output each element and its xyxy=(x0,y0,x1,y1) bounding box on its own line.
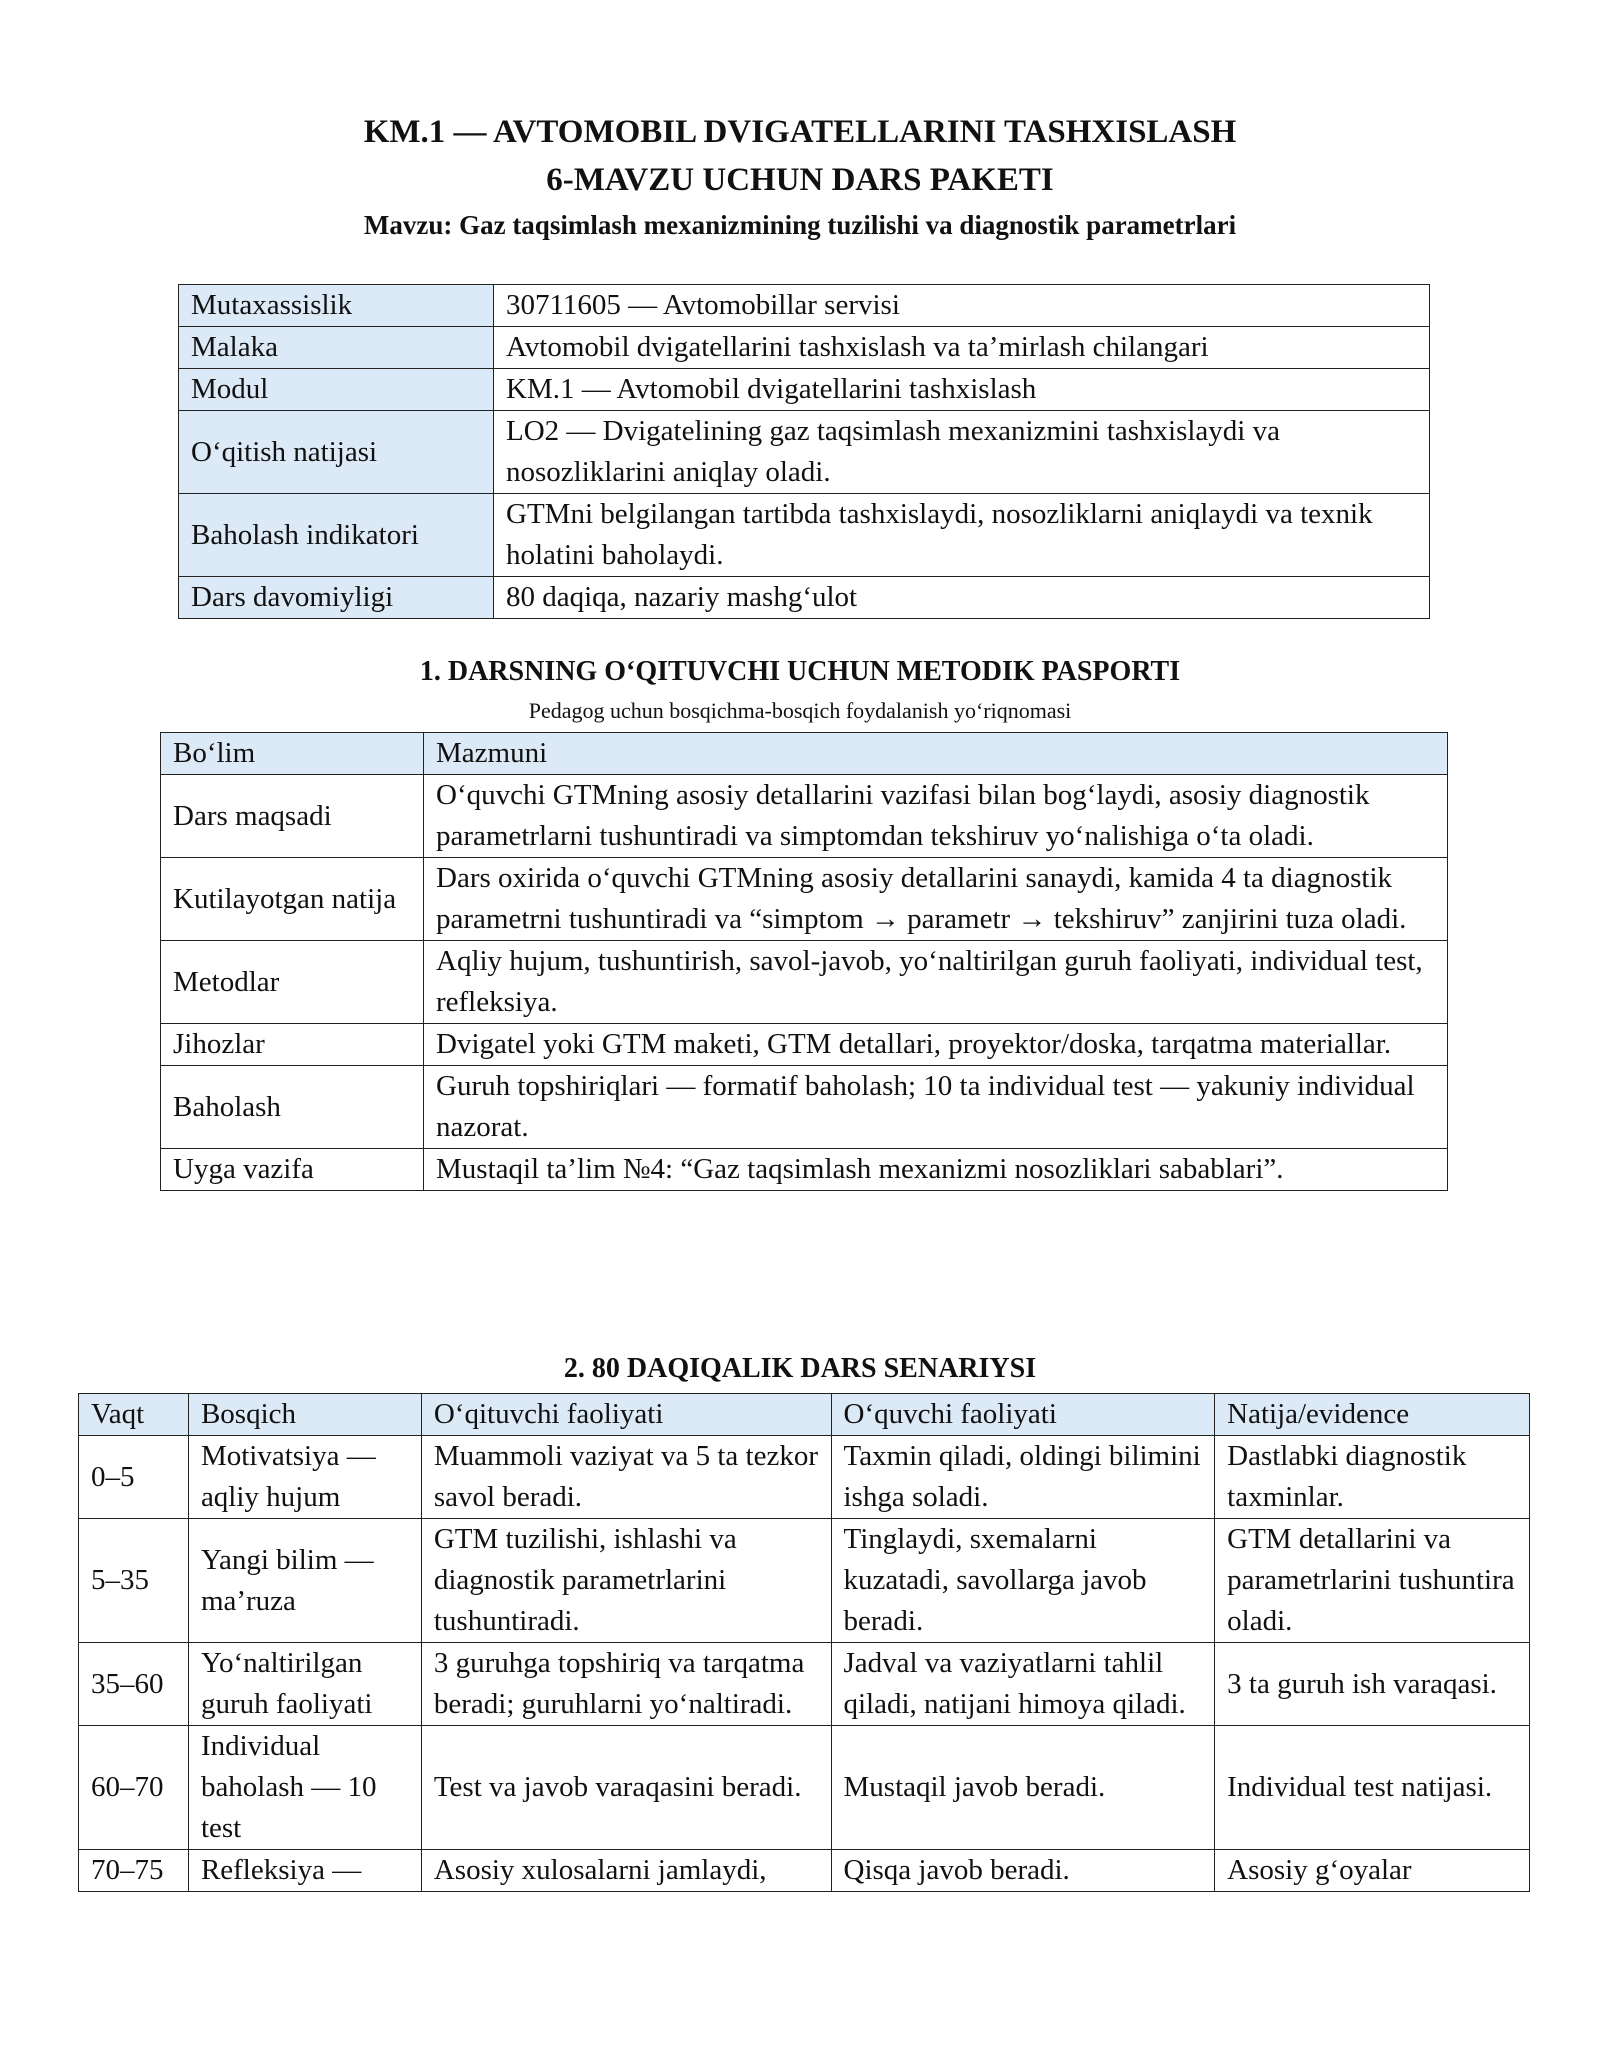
table-row xyxy=(161,775,1448,858)
table-row xyxy=(161,1149,1448,1191)
info-label: O‘qitish natijasi xyxy=(179,411,494,494)
passport-section: Uyga vazifa xyxy=(161,1149,424,1191)
cell-student: Qisqa javob beradi. xyxy=(831,1850,1215,1892)
passport-content: Dars oxirida o‘quvchi GTMning asosiy detallarini sanaydi, kamida 4 ta diagnostik parametrni tushuntiradi va “simptom → parametr → tekshiruv” zanjirini tuza oladi. xyxy=(424,858,1448,941)
column-header: Natija/evidence xyxy=(1215,1394,1530,1436)
cell-stage: Yo‘naltirilgan guruh faoliyati xyxy=(188,1643,421,1726)
table-header-row xyxy=(161,733,1448,775)
passport-section: Metodlar xyxy=(161,941,424,1024)
scenario-table xyxy=(78,1393,1530,1892)
info-value: 80 daqiqa, nazariy mashg‘ulot xyxy=(494,577,1430,619)
info-value: KM.1 — Avtomobil dvigatellarini tashxislash xyxy=(494,369,1430,411)
table-row xyxy=(179,411,1430,494)
table-row xyxy=(179,327,1430,369)
passport-table xyxy=(160,732,1448,1191)
column-header: Mazmuni xyxy=(424,733,1448,775)
info-label: Malaka xyxy=(179,327,494,369)
info-value: 30711605 — Avtomobillar servisi xyxy=(494,285,1430,327)
passport-content: Guruh topshiriqlari — formatif baholash; 10 ta individual test — yakuniy individual nazorat. xyxy=(424,1066,1448,1149)
cell-result: 3 ta guruh ish varaqasi. xyxy=(1215,1643,1530,1726)
table-row xyxy=(79,1643,1530,1726)
table-row xyxy=(179,577,1430,619)
cell-teacher: GTM tuzilishi, ishlashi va diagnostik parametrlarini tushuntiradi. xyxy=(421,1519,831,1643)
column-header: O‘qituvchi faoliyati xyxy=(421,1394,831,1436)
document-subtitle: 6-MAVZU UCHUN DARS PAKETI xyxy=(546,162,1054,198)
passport-content: Mustaqil ta’lim №4: “Gaz taqsimlash mexanizmi nosozliklari sabablari”. xyxy=(424,1149,1448,1191)
table-row xyxy=(179,494,1430,577)
column-header: Bo‘lim xyxy=(161,733,424,775)
info-value: Avtomobil dvigatellarini tashxislash va ta’mirlash chilangari xyxy=(494,327,1430,369)
cell-teacher: Asosiy xulosalarni jamlaydi, xyxy=(421,1850,831,1892)
document-topic: Mavzu: Gaz taqsimlash mexanizmining tuzilishi va diagnostik parametrlari xyxy=(363,210,1237,240)
table-header-row xyxy=(79,1394,1530,1436)
column-header: O‘quvchi faoliyati xyxy=(831,1394,1215,1436)
passport-content: Dvigatel yoki GTM maketi, GTM detallari, proyektor/doska, tarqatma materiallar. xyxy=(424,1024,1448,1066)
cell-teacher: Muammoli vaziyat va 5 ta tezkor savol beradi. xyxy=(421,1436,831,1519)
cell-time: 70–75 xyxy=(79,1850,189,1892)
cell-teacher: Test va javob varaqasini beradi. xyxy=(421,1726,831,1850)
section1-title: 1. DARSNING O‘QITUVCHI UCHUN METODIK PASPORTI xyxy=(419,656,1181,687)
cell-time: 5–35 xyxy=(79,1519,189,1643)
cell-result: Dastlabki diagnostik taxminlar. xyxy=(1215,1436,1530,1519)
info-label: Baholash indikatori xyxy=(179,494,494,577)
info-label: Dars davomiyligi xyxy=(179,577,494,619)
passport-section: Baholash xyxy=(161,1066,424,1149)
section2-title: 2. 80 DAQIQALIK DARS SENARIYSI xyxy=(563,1353,1037,1384)
cell-student: Taxmin qiladi, oldingi bilimini ishga soladi. xyxy=(831,1436,1215,1519)
cell-student: Jadval va vaziyatlarni tahlil qiladi, natijani himoya qiladi. xyxy=(831,1643,1215,1726)
section1-subtitle: Pedagog uchun bosqichma-bosqich foydalanish yo‘riqnomasi xyxy=(528,698,1072,723)
cell-student: Tinglaydi, sxemalarni kuzatadi, savollarga javob beradi. xyxy=(831,1519,1215,1643)
table-row xyxy=(179,369,1430,411)
cell-stage: Yangi bilim — ma’ruza xyxy=(188,1519,421,1643)
passport-section: Jihozlar xyxy=(161,1024,424,1066)
cell-teacher: 3 guruhga topshiriq va tarqatma beradi; guruhlarni yo‘naltiradi. xyxy=(421,1643,831,1726)
table-row xyxy=(161,858,1448,941)
info-label: Mutaxassislik xyxy=(179,285,494,327)
cell-time: 60–70 xyxy=(79,1726,189,1850)
passport-section: Dars maqsadi xyxy=(161,775,424,858)
info-value: LO2 — Dvigatelining gaz taqsimlash mexanizmini tashxislaydi va nosozliklarini aniqlay oladi. xyxy=(494,411,1430,494)
cell-result: Asosiy g‘oyalar xyxy=(1215,1850,1530,1892)
cell-student: Mustaqil javob beradi. xyxy=(831,1726,1215,1850)
passport-section: Kutilayotgan natija xyxy=(161,858,424,941)
passport-content: Aqliy hujum, tushuntirish, savol-javob, yo‘naltirilgan guruh faoliyati, individual test, refleksiya. xyxy=(424,941,1448,1024)
passport-content: O‘quvchi GTMning asosiy detallarini vazifasi bilan bog‘laydi, asosiy diagnostik parametrlarni tushuntiradi va simptomdan tekshiruv yo‘nalishiga o‘ta oladi. xyxy=(424,775,1448,858)
document-title: KM.1 — AVTOMOBIL DVIGATELLARINI TASHXISLASH xyxy=(363,114,1237,150)
cell-time: 0–5 xyxy=(79,1436,189,1519)
column-header: Vaqt xyxy=(79,1394,189,1436)
table-row xyxy=(179,285,1430,327)
table-row xyxy=(79,1850,1530,1892)
cell-time: 35–60 xyxy=(79,1643,189,1726)
info-value: GTMni belgilangan tartibda tashxislaydi, nosozliklarni aniqlaydi va texnik holatini baholaydi. xyxy=(494,494,1430,577)
table-row xyxy=(161,1024,1448,1066)
column-header: Bosqich xyxy=(188,1394,421,1436)
table-row xyxy=(79,1436,1530,1519)
table-row xyxy=(161,941,1448,1024)
info-label: Modul xyxy=(179,369,494,411)
cell-result: GTM detallarini va parametrlarini tushuntira oladi. xyxy=(1215,1519,1530,1643)
cell-result: Individual test natijasi. xyxy=(1215,1726,1530,1850)
table-row xyxy=(161,1066,1448,1149)
info-table xyxy=(178,284,1430,619)
table-row xyxy=(79,1519,1530,1643)
cell-stage: Individual baholash — 10 test xyxy=(188,1726,421,1850)
cell-stage: Motivatsiya — aqliy hujum xyxy=(188,1436,421,1519)
cell-stage: Refleksiya — xyxy=(188,1850,421,1892)
table-row xyxy=(79,1726,1530,1850)
